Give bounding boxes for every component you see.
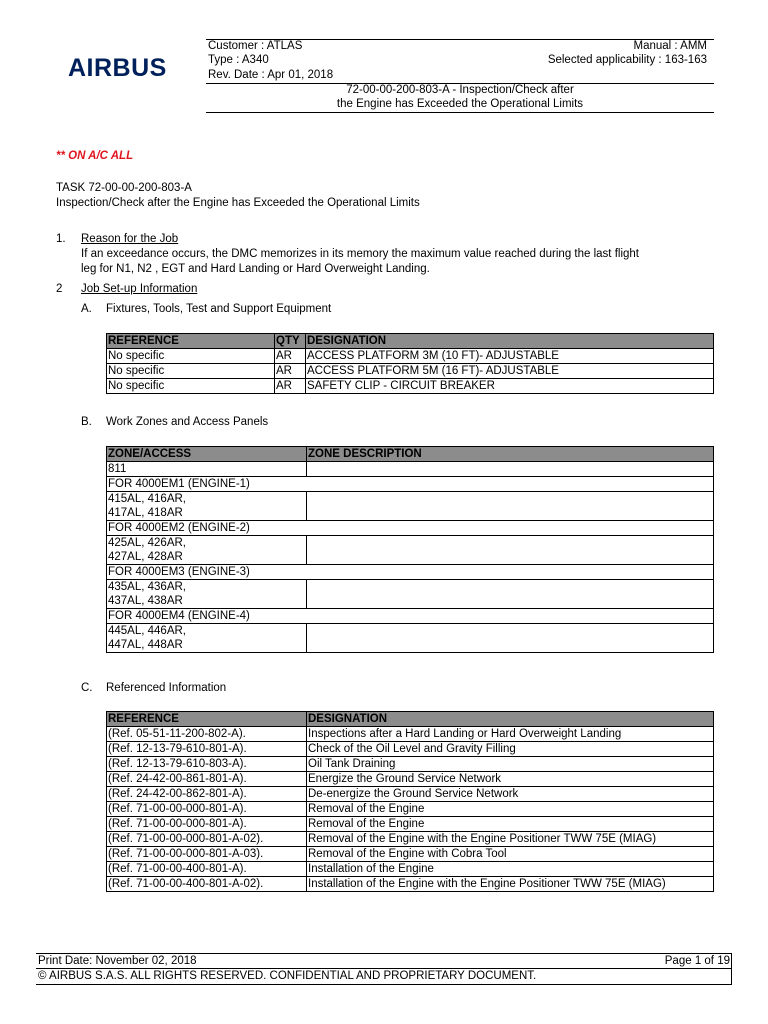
task-id: TASK 72-00-00-200-803-A [56, 182, 192, 194]
cell-engine-group: FOR 4000EM4 (ENGINE-4) [107, 609, 714, 624]
references-table [106, 711, 714, 892]
table-row [107, 536, 714, 565]
cell-reference: (Ref. 71-00-00-400-801-A-02). [107, 877, 307, 892]
copyright-notice: © AIRBUS S.A.S. ALL RIGHTS RESERVED. CONFIDENTIAL AND PROPRIETARY DOCUMENT. [38, 970, 537, 982]
cell-designation: Installation of the Engine [307, 862, 714, 877]
section-1-text-line-1: If an exceedance occurs, the DMC memorizes in its memory the maximum value reached during the last flight [81, 248, 639, 260]
table-row [107, 727, 714, 742]
cell-zone-description [307, 462, 714, 477]
cell-reference: (Ref. 05-51-11-200-802-A). [107, 727, 307, 742]
footer-bottom-rule [36, 984, 732, 985]
cell-reference: (Ref. 12-13-79-610-801-A). [107, 742, 307, 757]
table-row [107, 565, 714, 580]
cell-reference: (Ref. 24-42-00-861-801-A). [107, 772, 307, 787]
task-title-line-1: 72-00-00-200-803-A - Inspection/Check after [346, 84, 574, 96]
cell-designation: Removal of the Engine [307, 817, 714, 832]
sub-c-letter: C. [81, 682, 93, 694]
cell-reference: No specific [107, 379, 275, 394]
col-header-designation: DESIGNATION [306, 334, 714, 349]
table-row [107, 802, 714, 817]
footer-right-border [731, 953, 732, 984]
sub-c-title: Referenced Information [106, 682, 227, 694]
table-row [107, 462, 714, 477]
panels-line-2: 447AL, 448AR [108, 639, 183, 651]
cell-zone-description [307, 492, 714, 521]
cell-designation: ACCESS PLATFORM 3M (10 FT)- ADJUSTABLE [306, 349, 714, 364]
page-number: Page 1 of 19 [664, 955, 730, 967]
print-date: Print Date: November 02, 2018 [38, 955, 197, 967]
table-row [107, 521, 714, 536]
task-title: Inspection/Check after the Engine has Exceeded the Operational Limits [56, 197, 420, 209]
sub-a-title: Fixtures, Tools, Test and Support Equipment [106, 303, 332, 315]
panels-line-1: 425AL, 426AR, [108, 537, 187, 549]
cell-designation: Removal of the Engine [307, 802, 714, 817]
cell-designation: Energize the Ground Service Network [307, 772, 714, 787]
sub-a-letter: A. [81, 303, 92, 315]
customer-label: Customer : ATLAS [208, 40, 303, 52]
cell-designation: Check of the Oil Level and Gravity Filling [307, 742, 714, 757]
sub-b-letter: B. [81, 416, 92, 428]
table-row [107, 832, 714, 847]
cell-reference: (Ref. 71-00-00-000-801-A-03). [107, 847, 307, 862]
table-row [107, 492, 714, 521]
tools-table [106, 333, 714, 394]
header-bottom-rule [206, 112, 714, 113]
cell-zone-description [307, 536, 714, 565]
section-1-text-line-2: leg for N1, N2 , EGT and Hard Landing or Hard Overweight Landing. [81, 263, 430, 275]
cell-designation: Removal of the Engine with Cobra Tool [307, 847, 714, 862]
table-row [107, 580, 714, 609]
cell-access-panels [107, 536, 307, 565]
table-row [107, 349, 714, 364]
table-row [107, 787, 714, 802]
section-1-heading: Reason for the Job [81, 233, 179, 245]
table-row [107, 609, 714, 624]
airbus-logo: AIRBUS [68, 54, 167, 82]
manual-label: Manual : AMM [633, 40, 707, 52]
panels-line-2: 427AL, 428AR [108, 551, 183, 563]
cell-zone: 811 [107, 462, 307, 477]
cell-access-panels [107, 492, 307, 521]
panels-line-2: 417AL, 418AR [108, 507, 183, 519]
cell-designation: Removal of the Engine with the Engine Positioner TWW 75E (MIAG) [307, 832, 714, 847]
cell-access-panels [107, 580, 307, 609]
task-title-line-2: the Engine has Exceeded the Operational Limits [336, 98, 584, 110]
cell-designation: SAFETY CLIP - CIRCUIT BREAKER [306, 379, 714, 394]
rev-date-label: Rev. Date : Apr 01, 2018 [208, 69, 334, 81]
panels-line-1: 415AL, 416AR, [108, 493, 187, 505]
cell-designation: Inspections after a Hard Landing or Hard Overweight Landing [307, 727, 714, 742]
table-row [107, 877, 714, 892]
table-row [107, 742, 714, 757]
type-label: Type : A340 [208, 54, 269, 66]
panels-line-2: 437AL, 438AR [108, 595, 183, 607]
cell-reference: (Ref. 71-00-00-000-801-A). [107, 817, 307, 832]
cell-reference: (Ref. 24-42-00-862-801-A). [107, 787, 307, 802]
table-row [107, 477, 714, 492]
table-row [107, 772, 714, 787]
cell-access-panels [107, 624, 307, 653]
table-row [107, 624, 714, 653]
panels-line-1: 445AL, 446AR, [108, 625, 187, 637]
cell-reference: (Ref. 71-00-00-400-801-A). [107, 862, 307, 877]
table-row [107, 817, 714, 832]
cell-engine-group: FOR 4000EM3 (ENGINE-3) [107, 565, 714, 580]
section-1-number: 1. [56, 233, 66, 245]
col-header-reference: REFERENCE [107, 334, 275, 349]
cell-qty: AR [275, 349, 306, 364]
cell-designation: Installation of the Engine with the Engine Positioner TWW 75E (MIAG) [307, 877, 714, 892]
cell-qty: AR [275, 364, 306, 379]
applicability-label: Selected applicability : 163-163 [547, 54, 707, 66]
col-header-zone-access: ZONE/ACCESS [107, 447, 307, 462]
table-header-row [107, 712, 714, 727]
cell-reference: (Ref. 71-00-00-000-801-A-02). [107, 832, 307, 847]
cell-designation: De-energize the Ground Service Network [307, 787, 714, 802]
effectivity-label: ** ON A/C ALL [56, 150, 134, 162]
cell-reference: No specific [107, 349, 275, 364]
table-header-row [107, 334, 714, 349]
zones-table [106, 446, 714, 653]
col-header-reference: REFERENCE [107, 712, 307, 727]
cell-engine-group: FOR 4000EM2 (ENGINE-2) [107, 521, 714, 536]
cell-zone-description [307, 624, 714, 653]
col-header-designation: DESIGNATION [307, 712, 714, 727]
section-2-number: 2 [56, 283, 63, 295]
cell-zone-description [307, 580, 714, 609]
table-row [107, 364, 714, 379]
panels-line-1: 435AL, 436AR, [108, 581, 187, 593]
section-2-heading: Job Set-up Information [81, 283, 198, 295]
cell-reference: (Ref. 12-13-79-610-803-A). [107, 757, 307, 772]
cell-designation: Oil Tank Draining [307, 757, 714, 772]
cell-reference: No specific [107, 364, 275, 379]
col-header-qty: QTY [275, 334, 306, 349]
table-row [107, 379, 714, 394]
table-row [107, 862, 714, 877]
sub-b-title: Work Zones and Access Panels [106, 416, 269, 428]
col-header-zone-description: ZONE DESCRIPTION [307, 447, 714, 462]
cell-reference: (Ref. 71-00-00-000-801-A). [107, 802, 307, 817]
table-row [107, 847, 714, 862]
table-header-row [107, 447, 714, 462]
cell-qty: AR [275, 379, 306, 394]
cell-designation: ACCESS PLATFORM 5M (16 FT)- ADJUSTABLE [306, 364, 714, 379]
cell-engine-group: FOR 4000EM1 (ENGINE-1) [107, 477, 714, 492]
table-row [107, 757, 714, 772]
